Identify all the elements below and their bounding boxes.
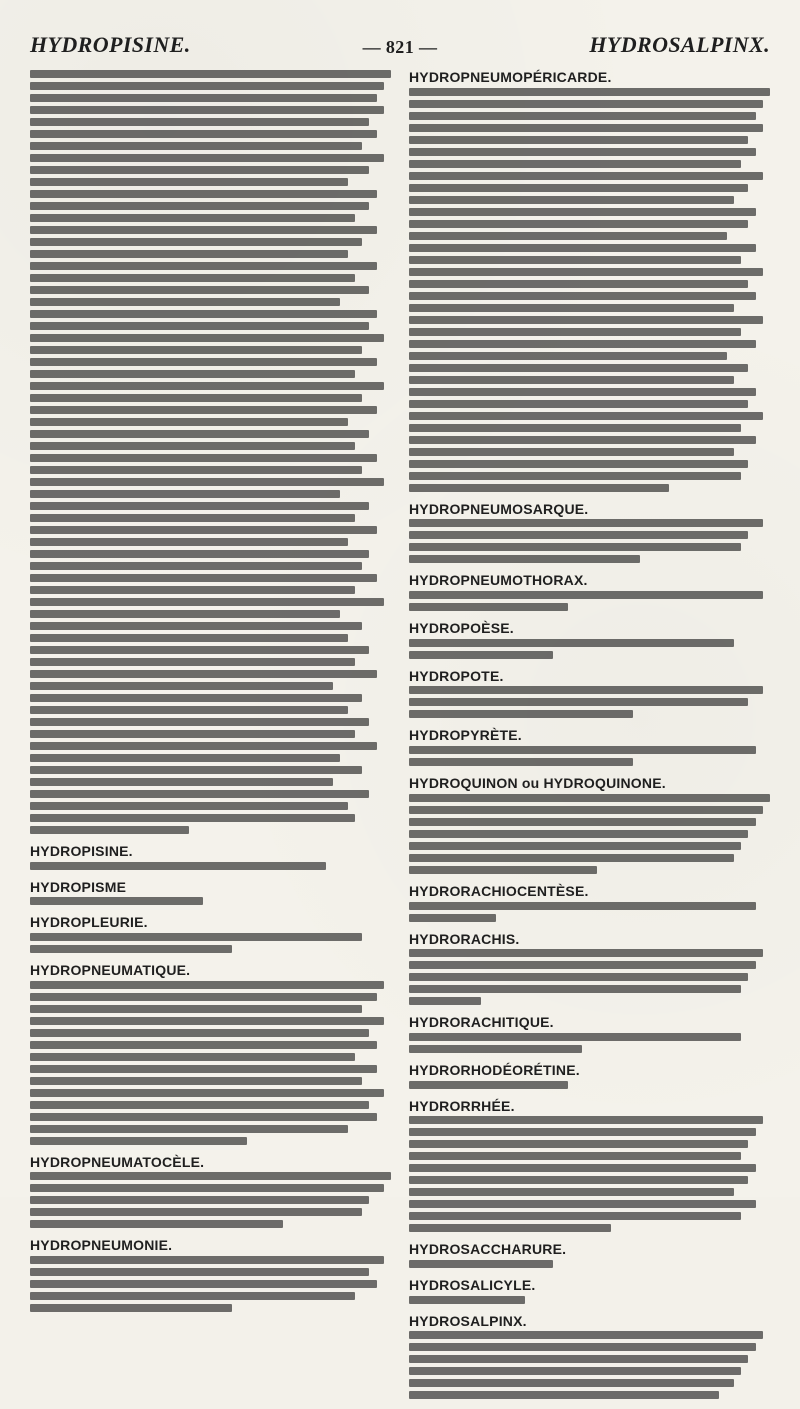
text-line [30, 1005, 362, 1013]
text-line [30, 418, 348, 426]
text-line [409, 484, 669, 492]
left-column [30, 70, 391, 1409]
text-line [30, 622, 362, 630]
text-line [30, 142, 362, 150]
text-line [30, 238, 362, 246]
text-line [409, 555, 640, 563]
entry-lines [30, 897, 391, 905]
text-line [30, 406, 377, 414]
text-line [30, 634, 348, 642]
entry-hydropisme [30, 880, 391, 906]
text-line [30, 550, 369, 558]
text-line [30, 1220, 283, 1228]
text-line [30, 526, 377, 534]
entry-lines [30, 981, 391, 1145]
text-line [409, 412, 763, 420]
text-line [409, 268, 763, 276]
text-line [409, 902, 756, 910]
entry-hydroquinon [409, 776, 770, 874]
text-line [30, 1089, 384, 1097]
text-line [30, 310, 377, 318]
text-line [30, 1196, 369, 1204]
text-line [409, 1188, 734, 1196]
entry-hydropoese [409, 621, 770, 659]
text-line [30, 598, 384, 606]
text-line [30, 1304, 232, 1312]
text-line [30, 1017, 384, 1025]
text-line [30, 658, 355, 666]
text-line [30, 706, 348, 714]
left-entry-continuation [30, 70, 391, 834]
text-line [409, 985, 741, 993]
entry-lines [409, 1331, 770, 1399]
text-line [409, 352, 727, 360]
text-line [30, 981, 384, 989]
text-line [30, 250, 348, 258]
text-line [30, 1041, 377, 1049]
text-line [409, 256, 741, 264]
entry-hydropisine [30, 844, 391, 870]
text-line [30, 1137, 247, 1145]
text-line [409, 686, 763, 694]
text-line [409, 172, 763, 180]
entry-lines [409, 746, 770, 766]
text-line [409, 388, 756, 396]
text-line [409, 280, 748, 288]
text-line [409, 292, 756, 300]
text-line [409, 244, 756, 252]
text-line [30, 538, 348, 546]
text-line [409, 1224, 611, 1232]
text-line [30, 466, 362, 474]
page-header [30, 24, 770, 58]
text-line [409, 220, 748, 228]
text-line [409, 842, 741, 850]
text-line [409, 1200, 756, 1208]
text-line [409, 472, 741, 480]
text-line [409, 1343, 756, 1351]
entry-lines [409, 902, 770, 922]
entry-title: HYDROPLEURIE. [30, 914, 148, 931]
entry-lines [409, 639, 770, 659]
text-line [30, 1268, 369, 1276]
text-line [30, 754, 340, 762]
entry-title: HYDROPNEUMATIQUE. [30, 962, 191, 979]
text-line [409, 376, 734, 384]
entry-title: HYDROPNEUMOPÉRICARDE. [409, 69, 612, 85]
text-line [409, 806, 763, 814]
text-line [30, 1029, 369, 1037]
text-line [409, 914, 496, 922]
text-line [409, 400, 748, 408]
entry-hydropleurie [30, 915, 391, 953]
entry-lines [409, 519, 770, 563]
entry-lines [409, 686, 770, 718]
text-line [409, 710, 633, 718]
text-line [409, 543, 741, 551]
text-line [409, 196, 734, 204]
text-line [409, 1331, 763, 1339]
entry-hydropote [409, 669, 770, 719]
entry-hydrorhodeoretine [409, 1063, 770, 1089]
text-line [409, 591, 763, 599]
entry-hydropneumosarque [409, 502, 770, 564]
entry-hydrosaccharure [409, 1242, 770, 1268]
text-line [30, 1184, 384, 1192]
text-line [409, 1045, 582, 1053]
text-line [409, 304, 734, 312]
text-line [30, 897, 203, 905]
text-line [409, 973, 748, 981]
text-line [30, 190, 377, 198]
entry-title: HYDROQUINON ou HYDROQUINONE. [409, 775, 666, 792]
text-line [30, 1292, 355, 1300]
entry-lines [409, 1081, 770, 1089]
text-line [409, 866, 597, 874]
text-line [409, 364, 748, 372]
entry-lines [409, 591, 770, 611]
text-line [409, 1164, 756, 1172]
text-line [30, 586, 355, 594]
text-line [409, 136, 748, 144]
text-line [30, 322, 369, 330]
text-line [409, 148, 756, 156]
running-head-left: HYDROPISINE. [30, 32, 191, 57]
entry-lines [30, 1172, 391, 1228]
entry-hydrorachiocentese [409, 884, 770, 922]
text-line [30, 178, 348, 186]
text-line [30, 454, 377, 462]
text-line [409, 746, 756, 754]
text-line [30, 826, 189, 834]
text-line [409, 1212, 741, 1220]
entry-hydropneumatocele [30, 1155, 391, 1229]
text-line [30, 718, 369, 726]
text-line [30, 394, 362, 402]
text-line [409, 1355, 748, 1363]
text-line [409, 124, 763, 132]
entry-title: HYDROPOTE. [409, 667, 504, 684]
text-line [409, 1296, 525, 1304]
text-line [409, 112, 756, 120]
text-line [30, 154, 384, 162]
text-line [30, 94, 377, 102]
text-line [409, 997, 481, 1005]
entry-lines [409, 949, 770, 1005]
text-line [409, 639, 734, 647]
entry-title: HYDROSACCHARURE. [409, 1241, 567, 1258]
entry-hydrosalpinx [409, 1314, 770, 1400]
text-line [409, 698, 748, 706]
text-line [30, 1172, 391, 1180]
text-line [30, 682, 333, 690]
text-line [409, 1128, 756, 1136]
text-line [409, 1367, 741, 1375]
entry-title: HYDROSALPINX. [409, 1312, 527, 1329]
text-columns [30, 69, 770, 1329]
entry-hydropneumothorax [409, 573, 770, 611]
text-line [30, 334, 384, 342]
text-line [30, 70, 391, 78]
text-line [30, 442, 355, 450]
text-line [30, 562, 362, 570]
text-line [30, 130, 377, 138]
text-line [30, 502, 369, 510]
text-line [30, 814, 355, 822]
text-line [409, 531, 748, 539]
text-line [30, 346, 362, 354]
entry-hydrosalicyle [409, 1278, 770, 1304]
text-line [409, 519, 763, 527]
text-line [30, 1256, 384, 1264]
text-line [409, 88, 770, 96]
entry-title: HYDROPISME [30, 878, 127, 895]
text-line [30, 945, 232, 953]
text-line [409, 232, 727, 240]
entry-hydropneumopericarde [409, 70, 770, 492]
text-line [30, 742, 377, 750]
entry-title: HYDROPNEUMOSARQUE. [409, 500, 589, 517]
text-line [409, 160, 741, 168]
text-line [30, 790, 369, 798]
text-line [30, 1280, 377, 1288]
text-line [409, 436, 756, 444]
entry-title: HYDRORACHIS. [409, 930, 520, 947]
entry-lines [409, 1296, 770, 1304]
text-line [30, 118, 369, 126]
entry-title: HYDRORHODÉORÉTINE. [409, 1061, 580, 1078]
text-line [30, 370, 355, 378]
entry-lines [30, 1256, 391, 1312]
text-line [30, 1125, 348, 1133]
text-line [409, 1176, 748, 1184]
text-line [409, 818, 756, 826]
entry-title: HYDROPNEUMONIE. [30, 1237, 173, 1254]
text-line [30, 730, 355, 738]
text-line [409, 854, 734, 862]
text-line [30, 1101, 369, 1109]
text-line [30, 670, 377, 678]
text-line [409, 1379, 734, 1387]
entry-title: HYDRORRHÉE. [409, 1097, 515, 1114]
text-line [30, 694, 362, 702]
text-line [409, 603, 568, 611]
text-line [30, 166, 369, 174]
text-line [409, 1260, 553, 1268]
entry-lines [30, 862, 391, 870]
text-line [409, 100, 763, 108]
entry-hydropyrete [409, 728, 770, 766]
text-line [409, 184, 748, 192]
text-line [30, 358, 377, 366]
text-line [30, 106, 384, 114]
text-line [409, 1081, 568, 1089]
page-number: — 821 — [362, 37, 438, 57]
left-entry-continuation-lines [30, 70, 391, 834]
text-line [409, 1391, 719, 1399]
text-line [30, 933, 362, 941]
text-line [30, 862, 326, 870]
text-line [409, 1116, 763, 1124]
text-line [30, 478, 384, 486]
text-line [409, 340, 756, 348]
entry-lines [409, 1116, 770, 1232]
text-line [30, 610, 340, 618]
text-line [30, 778, 333, 786]
text-line [30, 298, 340, 306]
text-line [409, 328, 741, 336]
text-line [30, 214, 355, 222]
text-line [30, 286, 369, 294]
text-line [30, 1208, 362, 1216]
text-line [409, 460, 748, 468]
text-line [30, 1113, 377, 1121]
text-line [30, 82, 384, 90]
entry-lines [409, 794, 770, 874]
text-line [30, 1053, 355, 1061]
entry-lines [409, 1260, 770, 1268]
entry-title: HYDRORACHITIQUE. [409, 1014, 554, 1031]
text-line [409, 208, 756, 216]
text-line [409, 830, 748, 838]
text-line [409, 794, 770, 802]
text-line [409, 316, 763, 324]
running-head-right: HYDROSALPINX. [589, 32, 770, 57]
text-line [30, 274, 355, 282]
text-line [30, 1077, 362, 1085]
entry-hydropneumatique [30, 963, 391, 1145]
text-line [30, 646, 369, 654]
entry-lines [409, 1033, 770, 1053]
right-column [409, 70, 770, 1409]
text-line [30, 226, 377, 234]
text-line [30, 262, 377, 270]
text-line [409, 448, 734, 456]
entry-title: HYDROPNEUMOTHORAX. [409, 572, 588, 589]
text-line [409, 961, 756, 969]
text-line [30, 993, 377, 1001]
entry-title: HYDRORACHIOCENTÈSE. [409, 882, 589, 899]
text-line [409, 651, 553, 659]
entry-hydrorrhee [409, 1099, 770, 1233]
entry-lines [30, 933, 391, 953]
text-line [30, 574, 377, 582]
text-line [409, 1033, 741, 1041]
entry-title: HYDROPOÈSE. [409, 620, 514, 637]
entry-title: HYDROPYRÈTE. [409, 727, 522, 744]
entry-title: HYDROPNEUMATOCÈLE. [30, 1153, 205, 1170]
entry-hydrorachitique [409, 1015, 770, 1053]
text-line [409, 1140, 748, 1148]
entry-hydrorachis [409, 932, 770, 1006]
text-line [409, 424, 741, 432]
entry-hydropneumonie [30, 1238, 391, 1312]
text-line [30, 430, 369, 438]
entry-title: HYDROPISINE. [30, 843, 133, 859]
text-line [30, 382, 384, 390]
text-line [409, 1152, 741, 1160]
text-line [30, 766, 362, 774]
text-line [409, 758, 633, 766]
text-line [30, 202, 369, 210]
entry-title: HYDROSALICYLE. [409, 1276, 536, 1293]
text-line [30, 514, 355, 522]
text-line [30, 1065, 377, 1073]
text-line [30, 802, 348, 810]
text-line [409, 949, 763, 957]
entry-lines [409, 88, 770, 492]
text-line [30, 490, 340, 498]
